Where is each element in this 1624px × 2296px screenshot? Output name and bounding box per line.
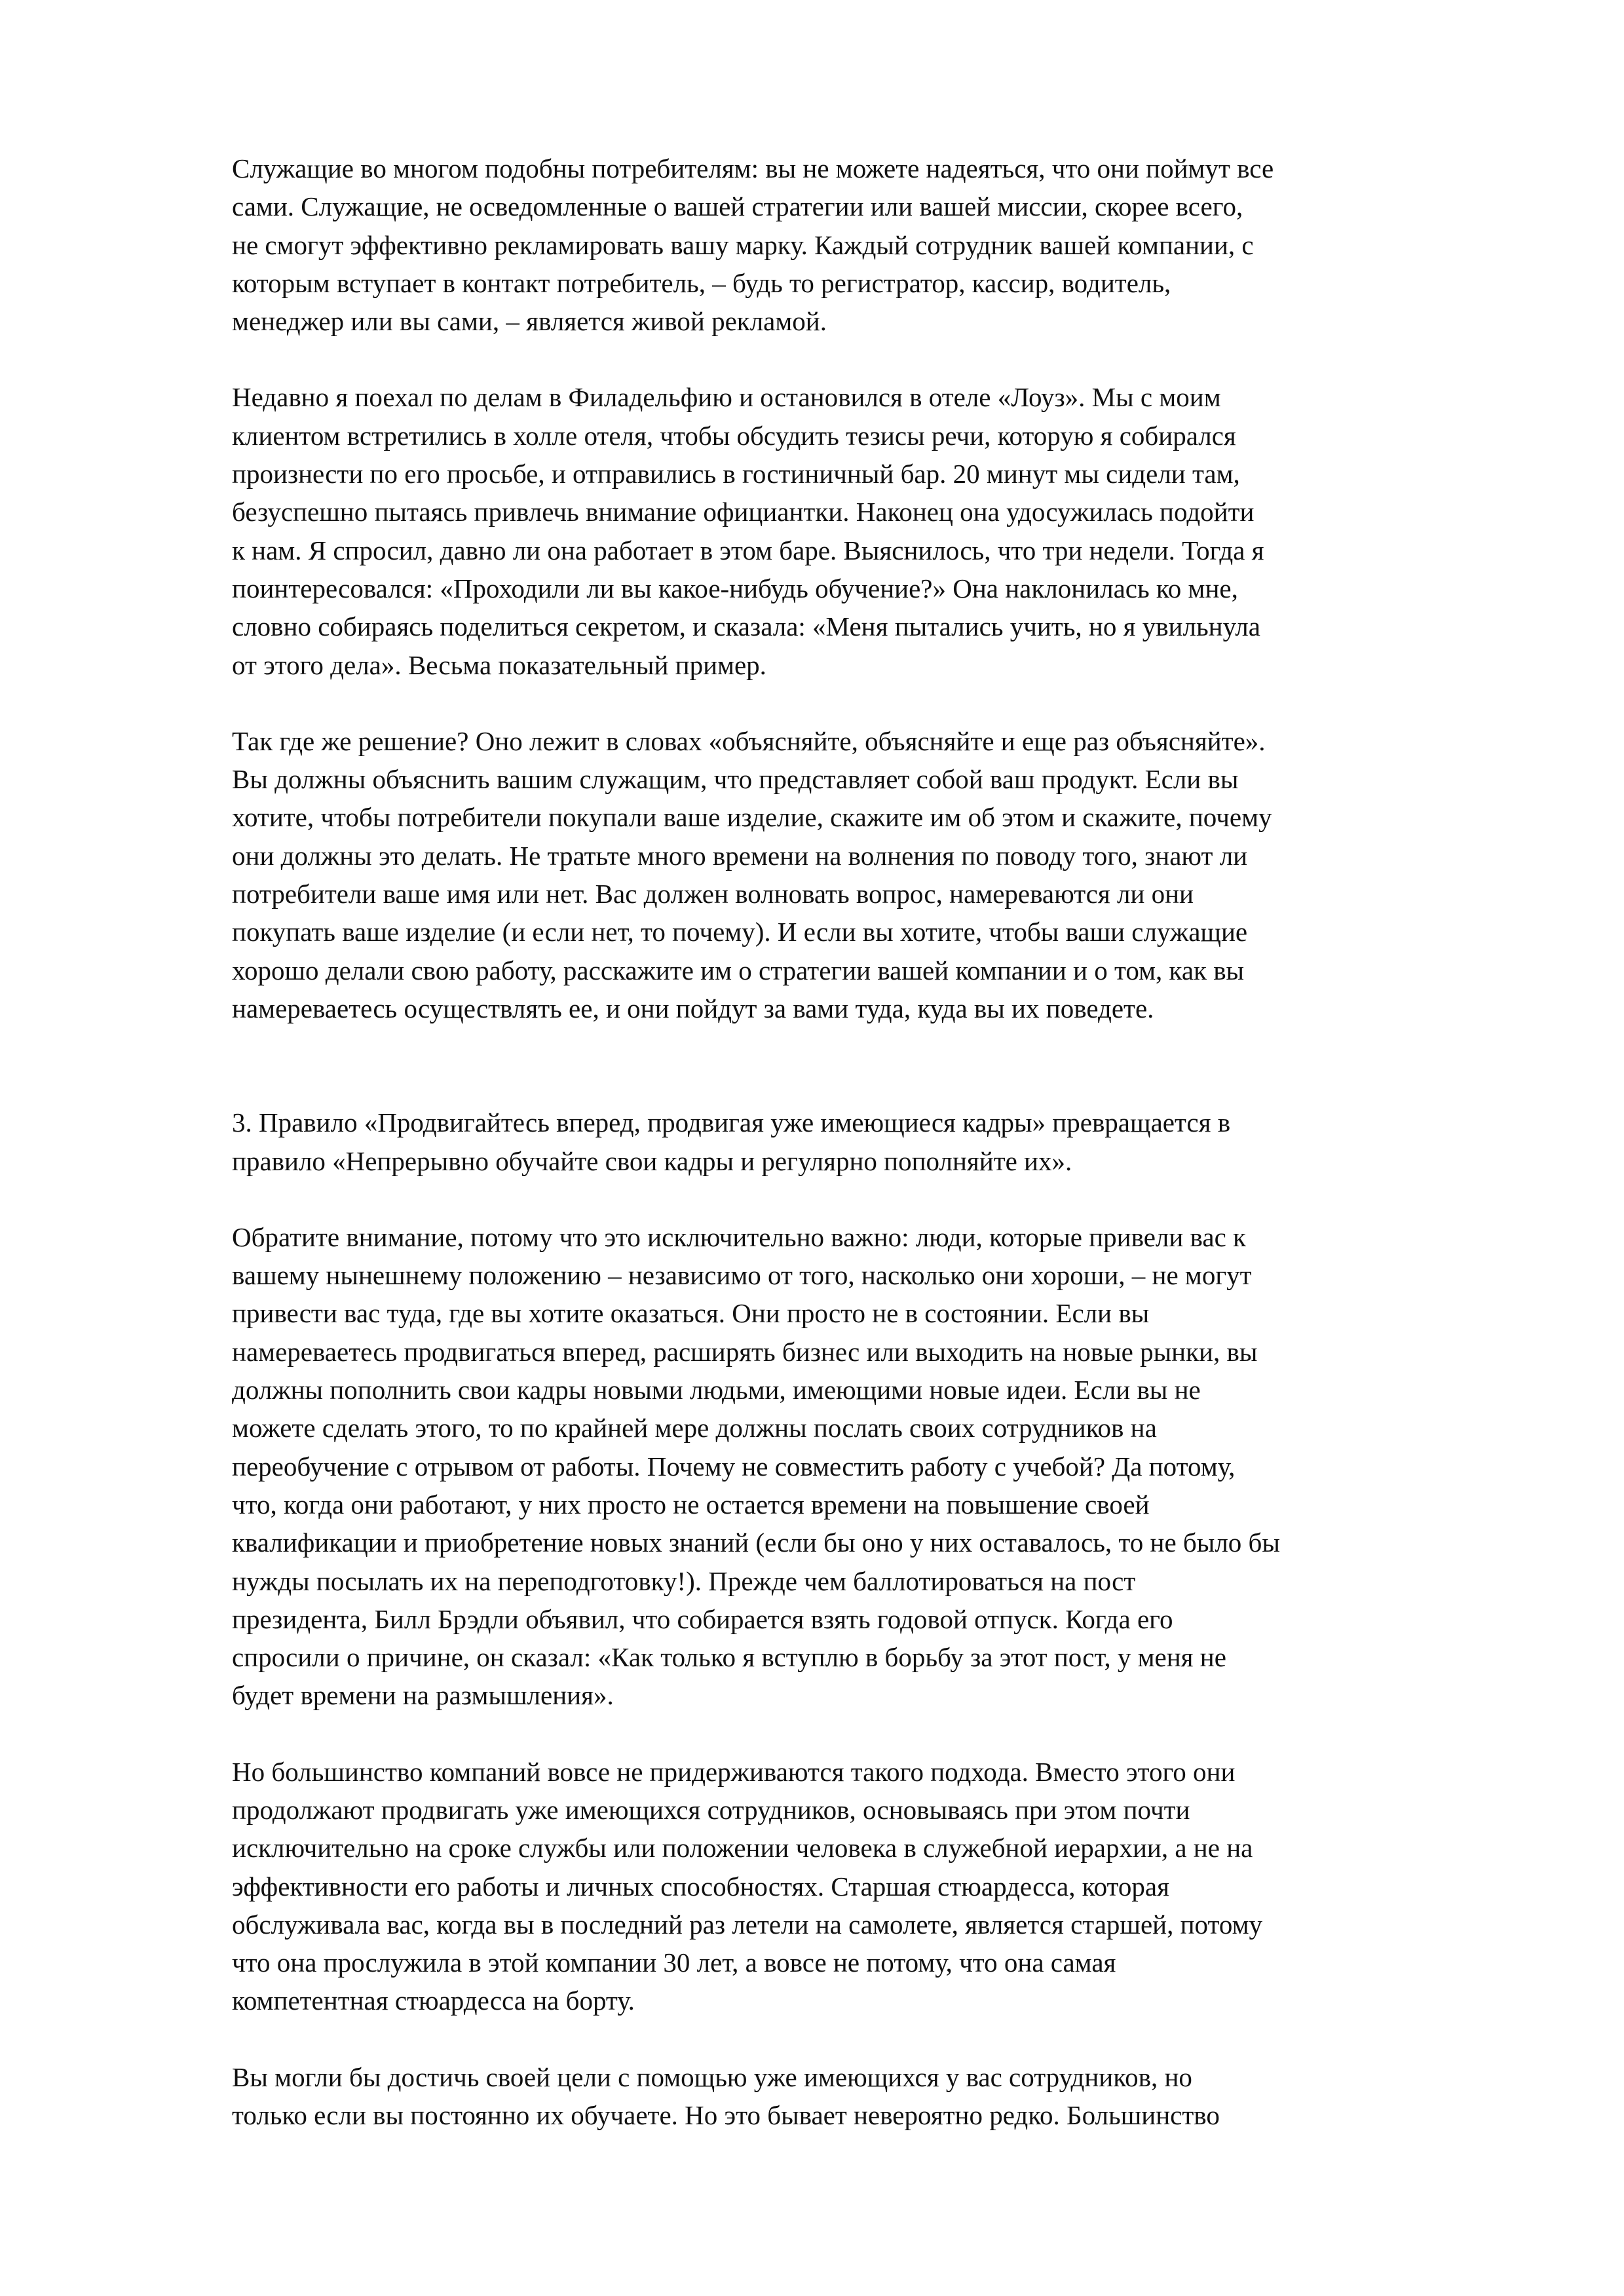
text-line: не смогут эффективно рекламировать вашу марку. Каждый сотрудник вашей компании, с [232,229,1254,260]
text-line: покупать ваше изделие (и если нет, то почему). И если вы хотите, чтобы ваши служащие [232,917,1248,947]
paragraph-rule-3-heading [232,1103,1529,1180]
text-line: словно собираясь поделиться секретом, и сказала: «Меня пытались учить, но я увильнула [232,611,1260,642]
text-line: Но большинство компаний вовсе не придерживаются такого подхода. Вместо этого они [232,1756,1236,1787]
text-line: продолжают продвигать уже имеющихся сотрудников, основываясь при этом почти [232,1794,1190,1825]
text-line: к нам. Я спросил, давно ли она работает в этом баре. Выяснилось, что три недели. Тогда я [232,535,1264,565]
text-line: что она прослужила в этой компании 30 лет, а вовсе не потому, что она самая [232,1947,1116,1978]
text-line: намереваетесь осуществлять ее, и они пойдут за вами туда, куда вы их поведете. [232,993,1154,1024]
text-line: обслуживала вас, когда вы в последний раз летели на самолете, является старшей, потому [232,1909,1263,1940]
text-line: квалификации и приобретение новых знаний (если бы оно у них оставалось, то не было бы [232,1527,1280,1558]
text-line: Недавно я поехал по делам в Филадельфию и остановился в отеле «Лоуз». Мы с моим [232,382,1221,413]
text-line: исключительно на сроке службы или положении человека в служебной иерархии, а не на [232,1833,1253,1864]
text-line: переобучение с отрывом от работы. Почему не совместить работу с учебой? Да потому, [232,1451,1236,1482]
text-line: привести вас туда, где вы хотите оказаться. Они просто не в состоянии. Если вы [232,1298,1150,1329]
text-column [232,149,1529,2134]
text-line: потребители ваше имя или нет. Вас должен волновать вопрос, намереваются ли они [232,879,1194,909]
text-line: хорошо делали свою работу, расскажите им о стратегии вашей компании и о том, как вы [232,955,1245,985]
text-line: Так где же решение? Оно лежит в словах «объясняйте, объясняйте и еще раз объясняйте». [232,725,1266,756]
text-line: эффективности его работы и личных способностях. Старшая стюардесса, которая [232,1871,1169,1902]
text-line: президента, Билл Брэдли объявил, что собирается взять годовой отпуск. Когда его [232,1603,1173,1634]
paragraph-attention [232,1218,1529,1715]
text-line: сами. Служащие, не осведомленные о вашей стратегии или вашей миссии, скорее всего, [232,191,1243,222]
text-line: безуспешно пытаясь привлечь внимание официантки. Наконец она удосужилась подойти [232,497,1255,527]
text-line: поинтересовался: «Проходили ли вы какое-нибудь обучение?» Она наклонилась ко мне, [232,573,1238,603]
text-line: что, когда они работают, у них просто не остается времени на повышение своей [232,1489,1150,1520]
text-line: можете сделать этого, то по крайней мере должны послать своих сотрудников на [232,1413,1157,1444]
text-line: 3. Правило «Продвигайтесь вперед, продвигая уже имеющиеся кадры» превращается в [232,1107,1231,1138]
text-line: от этого дела». Весьма показательный пример. [232,649,766,680]
paragraph-employees-like-consumers [232,149,1529,340]
text-line: только если вы постоянно их обучаете. Но это бывает невероятно редко. Большинство [232,2100,1220,2131]
text-line: вашему нынешнему положению – независимо от того, насколько они хороши, – не могут [232,1260,1252,1291]
text-line: Вы могли бы достичь своей цели с помощью уже имеющихся у вас сотрудников, но [232,2061,1192,2092]
text-line: менеджер или вы сами, – является живой рекламой. [232,306,827,337]
text-line: компетентная стюардесса на борту. [232,1985,635,2016]
text-line: клиентом встретились в холле отеля, чтобы обсудить тезисы речи, которую я собирался [232,420,1236,451]
paragraph-most-companies [232,1753,1529,2020]
text-line: спросили о причине, он сказал: «Как только я вступлю в борьбу за этот пост, у меня не [232,1642,1226,1673]
text-line: намереваетесь продвигаться вперед, расширять бизнес или выходить на новые рынки, вы [232,1336,1258,1367]
text-line: будет времени на размышления». [232,1680,614,1711]
paragraph-solution [232,722,1529,1027]
paragraph-philadelphia-story [232,378,1529,683]
paragraph-could-achieve [232,2058,1529,2135]
text-line: хотите, чтобы потребители покупали ваше изделие, скажите им об этом и скажите, почему [232,802,1272,833]
text-line: произнести по его просьбе, и отправились в гостиничный бар. 20 минут мы сидели там, [232,459,1240,489]
text-line: правило «Непрерывно обучайте свои кадры и регулярно пополняйте их». [232,1145,1072,1176]
text-line: которым вступает в контакт потребитель, – будь то регистратор, кассир, водитель, [232,267,1171,298]
text-line: Вы должны объяснить вашим служащим, что представляет собой ваш продукт. Если вы [232,764,1239,795]
text-line: должны пополнить свои кадры новыми людьми, имеющими новые идеи. Если вы не [232,1375,1201,1406]
text-line: они должны это делать. Не тратьте много времени на волнения по поводу того, знают ли [232,840,1248,871]
text-line: нужды посылать их на переподготовку!). Прежде чем баллотироваться на пост [232,1565,1136,1596]
text-line: Обратите внимание, потому что это исключительно важно: люди, которые привели вас к [232,1221,1246,1252]
text-line: Служащие во многом подобны потребителям: вы не можете надеяться, что они поймут все [232,153,1274,183]
